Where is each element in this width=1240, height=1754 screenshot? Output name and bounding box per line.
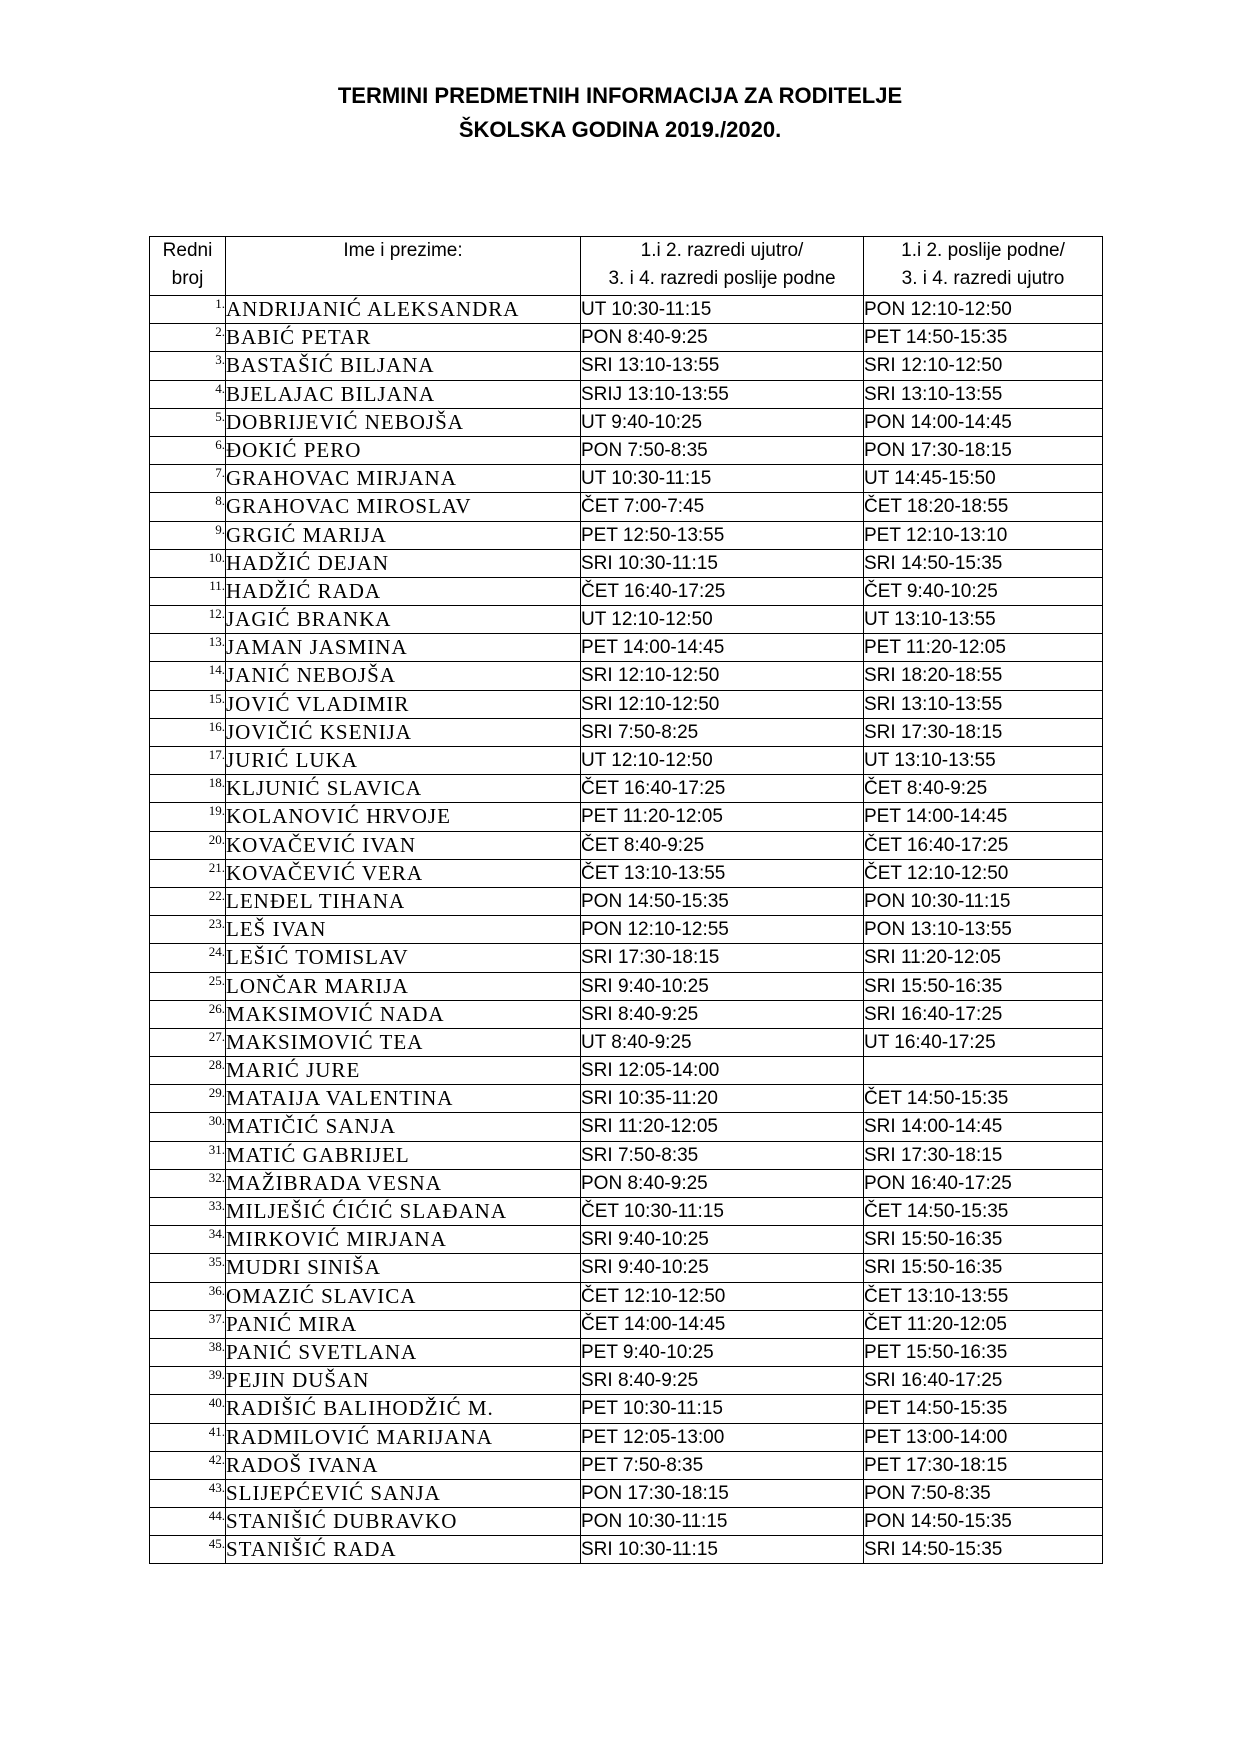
table-row <box>150 718 1103 746</box>
term-two-time: ČET 8:40-9:25 <box>864 775 1103 803</box>
teacher-name: JAMAN JASMINA <box>226 634 581 662</box>
term-two-time: ČET 14:50-15:35 <box>864 1085 1103 1113</box>
teacher-name: ANDRIJANIĆ ALEKSANDRA <box>226 296 581 324</box>
term-one-time: PON 10:30-11:15 <box>581 1508 864 1536</box>
teacher-name: DOBRIJEVIĆ NEBOJŠA <box>226 408 581 436</box>
teacher-name: MATIČIĆ SANJA <box>226 1113 581 1141</box>
term-two-time: ČET 12:10-12:50 <box>864 859 1103 887</box>
header-ordinal-line1: Redni <box>162 240 213 261</box>
row-number: 42. <box>150 1451 226 1479</box>
table-row <box>150 1198 1103 1226</box>
row-number: 19. <box>150 803 226 831</box>
term-two-time: PON 12:10-12:50 <box>864 296 1103 324</box>
term-one-time: PON 8:40-9:25 <box>581 324 864 352</box>
row-number: 36. <box>150 1282 226 1310</box>
row-number: 32. <box>150 1169 226 1197</box>
teacher-name: JOVIČIĆ KSENIJA <box>226 718 581 746</box>
term-two-time: SRI 14:50-15:35 <box>864 1536 1103 1564</box>
term-one-time: ČET 13:10-13:55 <box>581 859 864 887</box>
teacher-name: LONČAR MARIJA <box>226 972 581 1000</box>
row-number: 14. <box>150 662 226 690</box>
table-row <box>150 1423 1103 1451</box>
table-row <box>150 831 1103 859</box>
row-number: 26. <box>150 1000 226 1028</box>
teacher-name: MUDRI SINIŠA <box>226 1254 581 1282</box>
row-number: 21. <box>150 859 226 887</box>
term-one-time: PON 17:30-18:15 <box>581 1479 864 1507</box>
term-one-time: ČET 8:40-9:25 <box>581 831 864 859</box>
term-two-time: PON 13:10-13:55 <box>864 916 1103 944</box>
table-row <box>150 1282 1103 1310</box>
row-number: 2. <box>150 324 226 352</box>
table-row <box>150 1141 1103 1169</box>
term-one-time: SRI 10:30-11:15 <box>581 549 864 577</box>
table-row <box>150 1028 1103 1056</box>
term-two-time: PON 14:00-14:45 <box>864 408 1103 436</box>
row-number: 5. <box>150 408 226 436</box>
term-two-time: ČET 18:20-18:55 <box>864 493 1103 521</box>
term-one-time: PON 12:10-12:55 <box>581 916 864 944</box>
term-one-time: PET 9:40-10:25 <box>581 1338 864 1366</box>
term-one-time: SRIJ 13:10-13:55 <box>581 380 864 408</box>
teacher-name: BJELAJAC BILJANA <box>226 380 581 408</box>
table-row <box>150 1226 1103 1254</box>
row-number: 45. <box>150 1536 226 1564</box>
table-row <box>150 944 1103 972</box>
term-one-time: PET 10:30-11:15 <box>581 1395 864 1423</box>
teacher-name: KLJUNIĆ SLAVICA <box>226 775 581 803</box>
term-two-time: PET 14:50-15:35 <box>864 324 1103 352</box>
row-number: 34. <box>150 1226 226 1254</box>
header-term-two-line1: 1.i 2. poslije podne/ <box>901 240 1065 261</box>
header-ordinal-number <box>150 237 226 296</box>
teacher-name: JOVIĆ VLADIMIR <box>226 690 581 718</box>
term-one-time: PET 11:20-12:05 <box>581 803 864 831</box>
term-one-time: SRI 9:40-10:25 <box>581 1254 864 1282</box>
term-two-time: PET 17:30-18:15 <box>864 1451 1103 1479</box>
table-row <box>150 887 1103 915</box>
term-one-time: SRI 9:40-10:25 <box>581 1226 864 1254</box>
table-row <box>150 549 1103 577</box>
header-term-one-line2: 3. i 4. razredi poslije podne <box>608 268 836 289</box>
teacher-name: BABIĆ PETAR <box>226 324 581 352</box>
term-two-time: SRI 15:50-16:35 <box>864 1226 1103 1254</box>
teacher-name: MIRKOVIĆ MIRJANA <box>226 1226 581 1254</box>
table-row <box>150 1536 1103 1564</box>
row-number: 23. <box>150 916 226 944</box>
term-two-time: SRI 11:20-12:05 <box>864 944 1103 972</box>
header-name <box>226 237 581 296</box>
teacher-name: MATIĆ GABRIJEL <box>226 1141 581 1169</box>
teacher-name: LEŠ IVAN <box>226 916 581 944</box>
term-one-time: SRI 12:10-12:50 <box>581 690 864 718</box>
table-row <box>150 859 1103 887</box>
term-two-time: ČET 14:50-15:35 <box>864 1198 1103 1226</box>
term-two-time: ČET 9:40-10:25 <box>864 577 1103 605</box>
teacher-name: BASTAŠIĆ BILJANA <box>226 352 581 380</box>
header-term-two <box>864 237 1103 296</box>
term-two-time: PET 14:50-15:35 <box>864 1395 1103 1423</box>
row-number: 16. <box>150 718 226 746</box>
term-two-time: PET 15:50-16:35 <box>864 1338 1103 1366</box>
row-number: 4. <box>150 380 226 408</box>
header-ordinal-line2: broj <box>171 268 204 289</box>
table-row <box>150 916 1103 944</box>
term-two-time: PON 14:50-15:35 <box>864 1508 1103 1536</box>
row-number: 37. <box>150 1310 226 1338</box>
row-number: 25. <box>150 972 226 1000</box>
row-number: 15. <box>150 690 226 718</box>
term-one-time: SRI 10:35-11:20 <box>581 1085 864 1113</box>
teacher-name: MATAIJA VALENTINA <box>226 1085 581 1113</box>
table-row <box>150 521 1103 549</box>
teacher-name: RADIŠIĆ BALIHODŽIĆ M. <box>226 1395 581 1423</box>
term-one-time: ČET 14:00-14:45 <box>581 1310 864 1338</box>
term-two-time: SRI 16:40-17:25 <box>864 1000 1103 1028</box>
term-two-time: PON 16:40-17:25 <box>864 1169 1103 1197</box>
row-number: 44. <box>150 1508 226 1536</box>
term-two-time: SRI 14:50-15:35 <box>864 549 1103 577</box>
term-two-time: PET 11:20-12:05 <box>864 634 1103 662</box>
row-number: 24. <box>150 944 226 972</box>
row-number: 39. <box>150 1367 226 1395</box>
term-one-time: SRI 12:10-12:50 <box>581 662 864 690</box>
teacher-name: MARIĆ JURE <box>226 1057 581 1085</box>
table-row <box>150 1000 1103 1028</box>
teacher-name: HADŽIĆ RADA <box>226 577 581 605</box>
term-one-time: UT 9:40-10:25 <box>581 408 864 436</box>
term-two-time: SRI 18:20-18:55 <box>864 662 1103 690</box>
table-row <box>150 493 1103 521</box>
teacher-name: OMAZIĆ SLAVICA <box>226 1282 581 1310</box>
row-number: 31. <box>150 1141 226 1169</box>
term-one-time: SRI 11:20-12:05 <box>581 1113 864 1141</box>
term-one-time: ČET 16:40-17:25 <box>581 577 864 605</box>
term-one-time: SRI 13:10-13:55 <box>581 352 864 380</box>
term-two-time: UT 16:40-17:25 <box>864 1028 1103 1056</box>
row-number: 7. <box>150 465 226 493</box>
row-number: 6. <box>150 436 226 464</box>
term-one-time: PON 14:50-15:35 <box>581 887 864 915</box>
row-number: 13. <box>150 634 226 662</box>
teacher-name: KOLANOVIĆ HRVOJE <box>226 803 581 831</box>
term-two-time: SRI 15:50-16:35 <box>864 1254 1103 1282</box>
table-row <box>150 662 1103 690</box>
term-two-time: UT 14:45-15:50 <box>864 465 1103 493</box>
term-two-time <box>864 1057 1103 1085</box>
header-name-label: Ime i prezime: <box>343 240 463 261</box>
table-row <box>150 352 1103 380</box>
term-two-time: PET 12:10-13:10 <box>864 521 1103 549</box>
term-two-time: PON 10:30-11:15 <box>864 887 1103 915</box>
header-term-one <box>581 237 864 296</box>
row-number: 11. <box>150 577 226 605</box>
row-number: 43. <box>150 1479 226 1507</box>
term-one-time: SRI 7:50-8:35 <box>581 1141 864 1169</box>
term-two-time: SRI 15:50-16:35 <box>864 972 1103 1000</box>
term-two-time: PON 17:30-18:15 <box>864 436 1103 464</box>
term-one-time: PET 12:50-13:55 <box>581 521 864 549</box>
table-row <box>150 803 1103 831</box>
term-one-time: SRI 10:30-11:15 <box>581 1536 864 1564</box>
term-one-time: ČET 16:40-17:25 <box>581 775 864 803</box>
teacher-name: KOVAČEVIĆ VERA <box>226 859 581 887</box>
term-one-time: ČET 7:00-7:45 <box>581 493 864 521</box>
term-one-time: SRI 7:50-8:25 <box>581 718 864 746</box>
teacher-name: MILJEŠIĆ ĆIĆIĆ SLAĐANA <box>226 1198 581 1226</box>
table-row <box>150 380 1103 408</box>
row-number: 10. <box>150 549 226 577</box>
row-number: 22. <box>150 887 226 915</box>
row-number: 17. <box>150 747 226 775</box>
teacher-name: RADOŠ IVANA <box>226 1451 581 1479</box>
row-number: 12. <box>150 606 226 634</box>
term-one-time: PET 7:50-8:35 <box>581 1451 864 1479</box>
term-two-time: SRI 12:10-12:50 <box>864 352 1103 380</box>
term-one-time: PON 7:50-8:35 <box>581 436 864 464</box>
table-body <box>150 296 1103 1564</box>
table-header <box>150 237 1103 296</box>
teacher-name: STANIŠIĆ RADA <box>226 1536 581 1564</box>
term-one-time: SRI 8:40-9:25 <box>581 1000 864 1028</box>
table-row <box>150 1508 1103 1536</box>
row-number: 8. <box>150 493 226 521</box>
table-row <box>150 296 1103 324</box>
row-number: 1. <box>150 296 226 324</box>
row-number: 20. <box>150 831 226 859</box>
row-number: 33. <box>150 1198 226 1226</box>
teacher-name: JURIĆ LUKA <box>226 747 581 775</box>
term-two-time: PET 13:00-14:00 <box>864 1423 1103 1451</box>
term-one-time: SRI 9:40-10:25 <box>581 972 864 1000</box>
term-two-time: UT 13:10-13:55 <box>864 747 1103 775</box>
document-title: TERMINI PREDMETNIH INFORMACIJA ZA RODITELJE <box>337 83 903 108</box>
row-number: 40. <box>150 1395 226 1423</box>
term-two-time: PET 14:00-14:45 <box>864 803 1103 831</box>
table-row <box>150 1338 1103 1366</box>
header-term-one-line1: 1.i 2. razredi ujutro/ <box>640 240 804 261</box>
table-row <box>150 1310 1103 1338</box>
term-two-time: SRI 17:30-18:15 <box>864 1141 1103 1169</box>
teacher-name: ĐOKIĆ PERO <box>226 436 581 464</box>
teacher-name: PANIĆ MIRA <box>226 1310 581 1338</box>
term-one-time: UT 12:10-12:50 <box>581 747 864 775</box>
table-row <box>150 972 1103 1000</box>
term-one-time: SRI 8:40-9:25 <box>581 1367 864 1395</box>
table-row <box>150 465 1103 493</box>
table-row <box>150 1479 1103 1507</box>
table-row <box>150 606 1103 634</box>
term-one-time: UT 10:30-11:15 <box>581 296 864 324</box>
term-two-time: SRI 17:30-18:15 <box>864 718 1103 746</box>
term-one-time: SRI 12:05-14:00 <box>581 1057 864 1085</box>
schedule-table <box>149 236 1103 1564</box>
table-row <box>150 1254 1103 1282</box>
term-one-time: PON 8:40-9:25 <box>581 1169 864 1197</box>
term-one-time: ČET 12:10-12:50 <box>581 1282 864 1310</box>
table-row <box>150 436 1103 464</box>
teacher-name: MAKSIMOVIĆ TEA <box>226 1028 581 1056</box>
table-row <box>150 1451 1103 1479</box>
table-row <box>150 577 1103 605</box>
term-two-time: ČET 13:10-13:55 <box>864 1282 1103 1310</box>
row-number: 28. <box>150 1057 226 1085</box>
row-number: 38. <box>150 1338 226 1366</box>
teacher-name: RADMILOVIĆ MARIJANA <box>226 1423 581 1451</box>
teacher-name: GRAHOVAC MIROSLAV <box>226 493 581 521</box>
row-number: 18. <box>150 775 226 803</box>
table-row <box>150 1057 1103 1085</box>
row-number: 41. <box>150 1423 226 1451</box>
term-two-time: SRI 13:10-13:55 <box>864 690 1103 718</box>
term-two-time: SRI 13:10-13:55 <box>864 380 1103 408</box>
table-row <box>150 1169 1103 1197</box>
teacher-name: PANIĆ SVETLANA <box>226 1338 581 1366</box>
row-number: 3. <box>150 352 226 380</box>
table-row <box>150 1367 1103 1395</box>
teacher-name: STANIŠIĆ DUBRAVKO <box>226 1508 581 1536</box>
term-two-time: UT 13:10-13:55 <box>864 606 1103 634</box>
teacher-name: GRGIĆ MARIJA <box>226 521 581 549</box>
row-number: 30. <box>150 1113 226 1141</box>
table-row <box>150 747 1103 775</box>
teacher-name: MAKSIMOVIĆ NADA <box>226 1000 581 1028</box>
term-one-time: UT 12:10-12:50 <box>581 606 864 634</box>
table-row <box>150 634 1103 662</box>
header-row <box>150 237 1103 296</box>
term-one-time: ČET 10:30-11:15 <box>581 1198 864 1226</box>
teacher-name: GRAHOVAC MIRJANA <box>226 465 581 493</box>
teacher-name: LENĐEL TIHANA <box>226 887 581 915</box>
teacher-name: LEŠIĆ TOMISLAV <box>226 944 581 972</box>
document-subtitle: ŠKOLSKA GODINA 2019./2020. <box>458 117 782 142</box>
header-term-two-line2: 3. i 4. razredi ujutro <box>901 268 1065 289</box>
table-row <box>150 690 1103 718</box>
term-two-time: PON 7:50-8:35 <box>864 1479 1103 1507</box>
term-one-time: SRI 17:30-18:15 <box>581 944 864 972</box>
table-row <box>150 1085 1103 1113</box>
table-row <box>150 1113 1103 1141</box>
term-two-time: SRI 14:00-14:45 <box>864 1113 1103 1141</box>
teacher-name: MAŽIBRADA VESNA <box>226 1169 581 1197</box>
teacher-name: PEJIN DUŠAN <box>226 1367 581 1395</box>
teacher-name: SLIJEPĆEVIĆ SANJA <box>226 1479 581 1507</box>
row-number: 35. <box>150 1254 226 1282</box>
row-number: 9. <box>150 521 226 549</box>
table-row <box>150 408 1103 436</box>
term-one-time: UT 8:40-9:25 <box>581 1028 864 1056</box>
row-number: 29. <box>150 1085 226 1113</box>
row-number: 27. <box>150 1028 226 1056</box>
table-row <box>150 324 1103 352</box>
teacher-name: HADŽIĆ DEJAN <box>226 549 581 577</box>
table-row <box>150 1395 1103 1423</box>
term-two-time: ČET 16:40-17:25 <box>864 831 1103 859</box>
term-one-time: UT 10:30-11:15 <box>581 465 864 493</box>
term-one-time: PET 12:05-13:00 <box>581 1423 864 1451</box>
term-two-time: ČET 11:20-12:05 <box>864 1310 1103 1338</box>
term-one-time: PET 14:00-14:45 <box>581 634 864 662</box>
table-row <box>150 775 1103 803</box>
term-two-time: SRI 16:40-17:25 <box>864 1367 1103 1395</box>
teacher-name: KOVAČEVIĆ IVAN <box>226 831 581 859</box>
teacher-name: JAGIĆ BRANKA <box>226 606 581 634</box>
teacher-name: JANIĆ NEBOJŠA <box>226 662 581 690</box>
